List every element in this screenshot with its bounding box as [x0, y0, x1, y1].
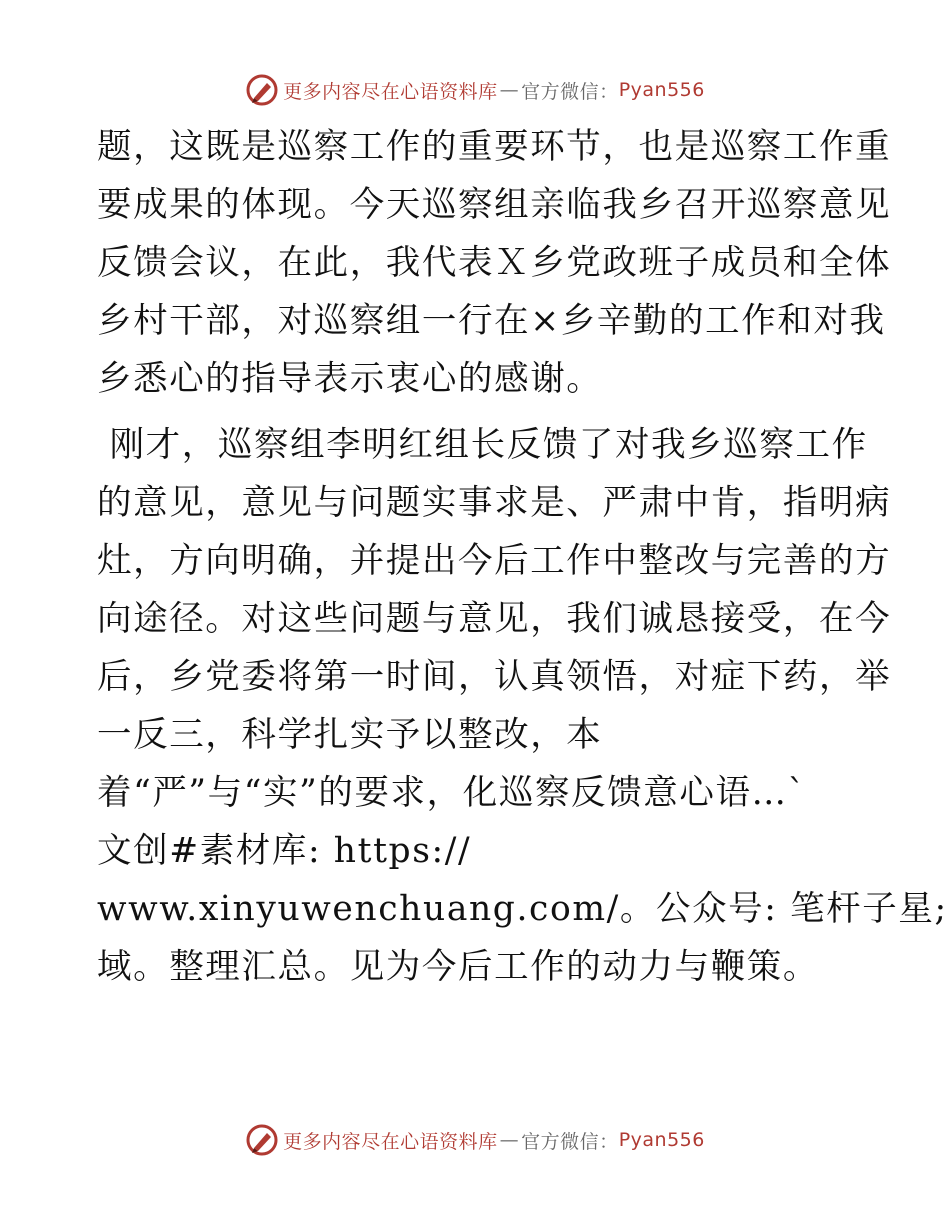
text-line: 乡悉心的指导表示衷心的感谢。: [97, 359, 603, 399]
document-body: [97, 118, 948, 996]
watermark-text: 更多内容尽在心语资料库: [283, 80, 498, 103]
text-line: 后，乡党委将第一时间，认真领悟，对症下药，举: [97, 657, 892, 697]
text-line: 域。整理汇总。见为今后工作的动力与鞭策。: [97, 947, 819, 987]
footer-watermark: [0, 1122, 950, 1158]
watermark-wechat-id: Pyan556: [618, 1129, 705, 1151]
paragraph-1: [97, 118, 892, 408]
watermark-label: 官方微信：: [521, 1130, 619, 1153]
text-line: www.xinyuwenchuang.com/。公众号: 笔杆子星;: [97, 889, 948, 929]
text-line: 题，这既是巡察工作的重要环节，也是巡察工作重: [97, 127, 892, 167]
text-line: 文创#素材库: https://: [97, 831, 472, 871]
pen-logo-icon: [245, 73, 279, 107]
text-line: 乡村干部，对巡察组一行在×乡辛勤的工作和对我: [97, 301, 886, 341]
paragraph-2: [97, 416, 948, 996]
header-watermark: [0, 72, 950, 108]
text-line: 的意见，意见与问题实事求是、严肃中肯，指明病: [97, 483, 892, 523]
text-line: 向途径。对这些问题与意见，我们诚恳接受，在今: [97, 599, 892, 639]
watermark-label: 官方微信：: [521, 80, 619, 103]
watermark-text: 更多内容尽在心语资料库: [283, 1130, 498, 1153]
watermark-wechat-id: Pyan556: [618, 79, 705, 101]
text-line: 灶，方向明确，并提出今后工作中整改与完善的方: [97, 541, 892, 581]
text-line: 要成果的体现。今天巡察组亲临我乡召开巡察意见: [97, 185, 892, 225]
text-line: 一反三，科学扎实予以整改，本: [97, 715, 603, 755]
watermark-separator: —: [499, 1129, 520, 1151]
pen-logo-icon: [245, 1123, 279, 1157]
watermark-separator: —: [499, 79, 520, 101]
text-line: 着“严”与“实”的要求，化巡察反馈意心语…`: [97, 773, 807, 813]
text-line: 反馈会议，在此，我代表Ｘ乡党政班子成员和全体: [97, 243, 892, 283]
text-line: 刚才，巡察组李明红组长反馈了对我乡巡察工作: [97, 425, 868, 465]
